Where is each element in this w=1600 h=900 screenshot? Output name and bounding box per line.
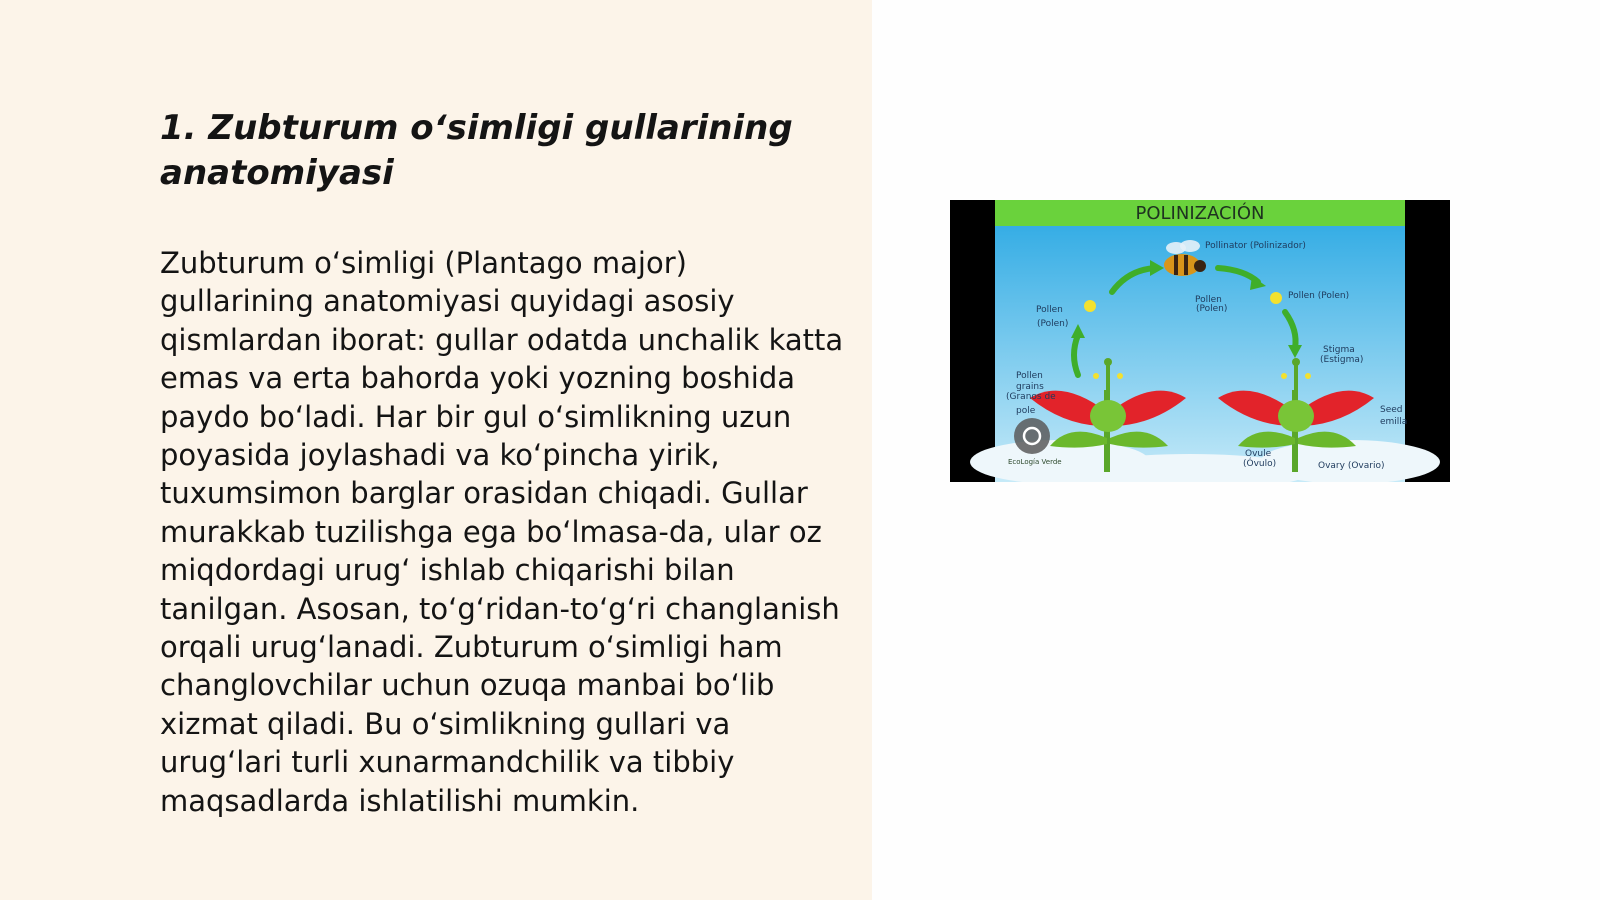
label-ovule-es: (Óvulo): [1243, 459, 1277, 469]
label-pollen-grains-2: grains: [1016, 382, 1044, 392]
pollination-diagram: [950, 200, 1450, 482]
label-pollen-grains-es: (Granos de: [1006, 392, 1056, 402]
figure-header: POLINIZACIÓN: [1135, 203, 1265, 224]
figure-watermark: EcoLogía Verde: [1008, 458, 1062, 466]
label-seed-es: emilla: [1380, 417, 1408, 427]
pollination-figure: [950, 200, 1450, 482]
label-stigma-es: (Estigma): [1320, 355, 1364, 365]
label-ovary: Ovary (Ovario): [1318, 461, 1385, 471]
label-pollen-grains-es2: pole: [1016, 406, 1036, 416]
slide-body-text: Zubturum o‘simligi (Plantago major) gullarining anatomiyasi quyidagi asosiy qismlardan iborat: gullar odatda unchalik katta emas va erta bahorda yoki yozning boshida paydo bo‘ladi. Har bir gul o‘simlikning uzun poyasida joylashadi va ko‘pincha yirik, tuxumsimon barglar orasidan chiqadi. Gullar murakkab tuzilishga ega bo‘lmasa-da, ular oz miqdordagi urug‘ ishlab chiqarishi bilan tanilgan. Asosan, to‘g‘ridan-to‘g‘ri changlanish orqali urug‘lanadi. Zubturum o‘simligi ham changlovchilar uchun ozuqa manbai bo‘lib xizmat qiladi. Bu o‘simlikning gullari va urug‘lari turli xunarmandchilik va tibbiy maqsadlarda ishlatilishi mumkin.: [160, 246, 844, 818]
label-ovule: Ovule: [1245, 449, 1272, 459]
lens-icon[interactable]: [1014, 418, 1050, 454]
label-stigma: Stigma: [1323, 345, 1355, 355]
label-pollen-left: Pollen: [1036, 305, 1063, 315]
label-pollen-top-es: (Polen): [1196, 304, 1228, 314]
label-pollen-grains: Pollen: [1016, 371, 1043, 381]
label-pollen-top: Pollen: [1195, 295, 1222, 305]
label-pollinator: Pollinator (Polinizador): [1205, 241, 1306, 251]
slide-title: 1. Zubturum o‘simligi gullarining anatomiyasi: [160, 108, 793, 193]
label-pollen-left-es: (Polen): [1037, 319, 1069, 329]
label-pollen-right: Pollen (Polen): [1288, 291, 1350, 301]
label-seed: Seed: [1380, 405, 1403, 415]
